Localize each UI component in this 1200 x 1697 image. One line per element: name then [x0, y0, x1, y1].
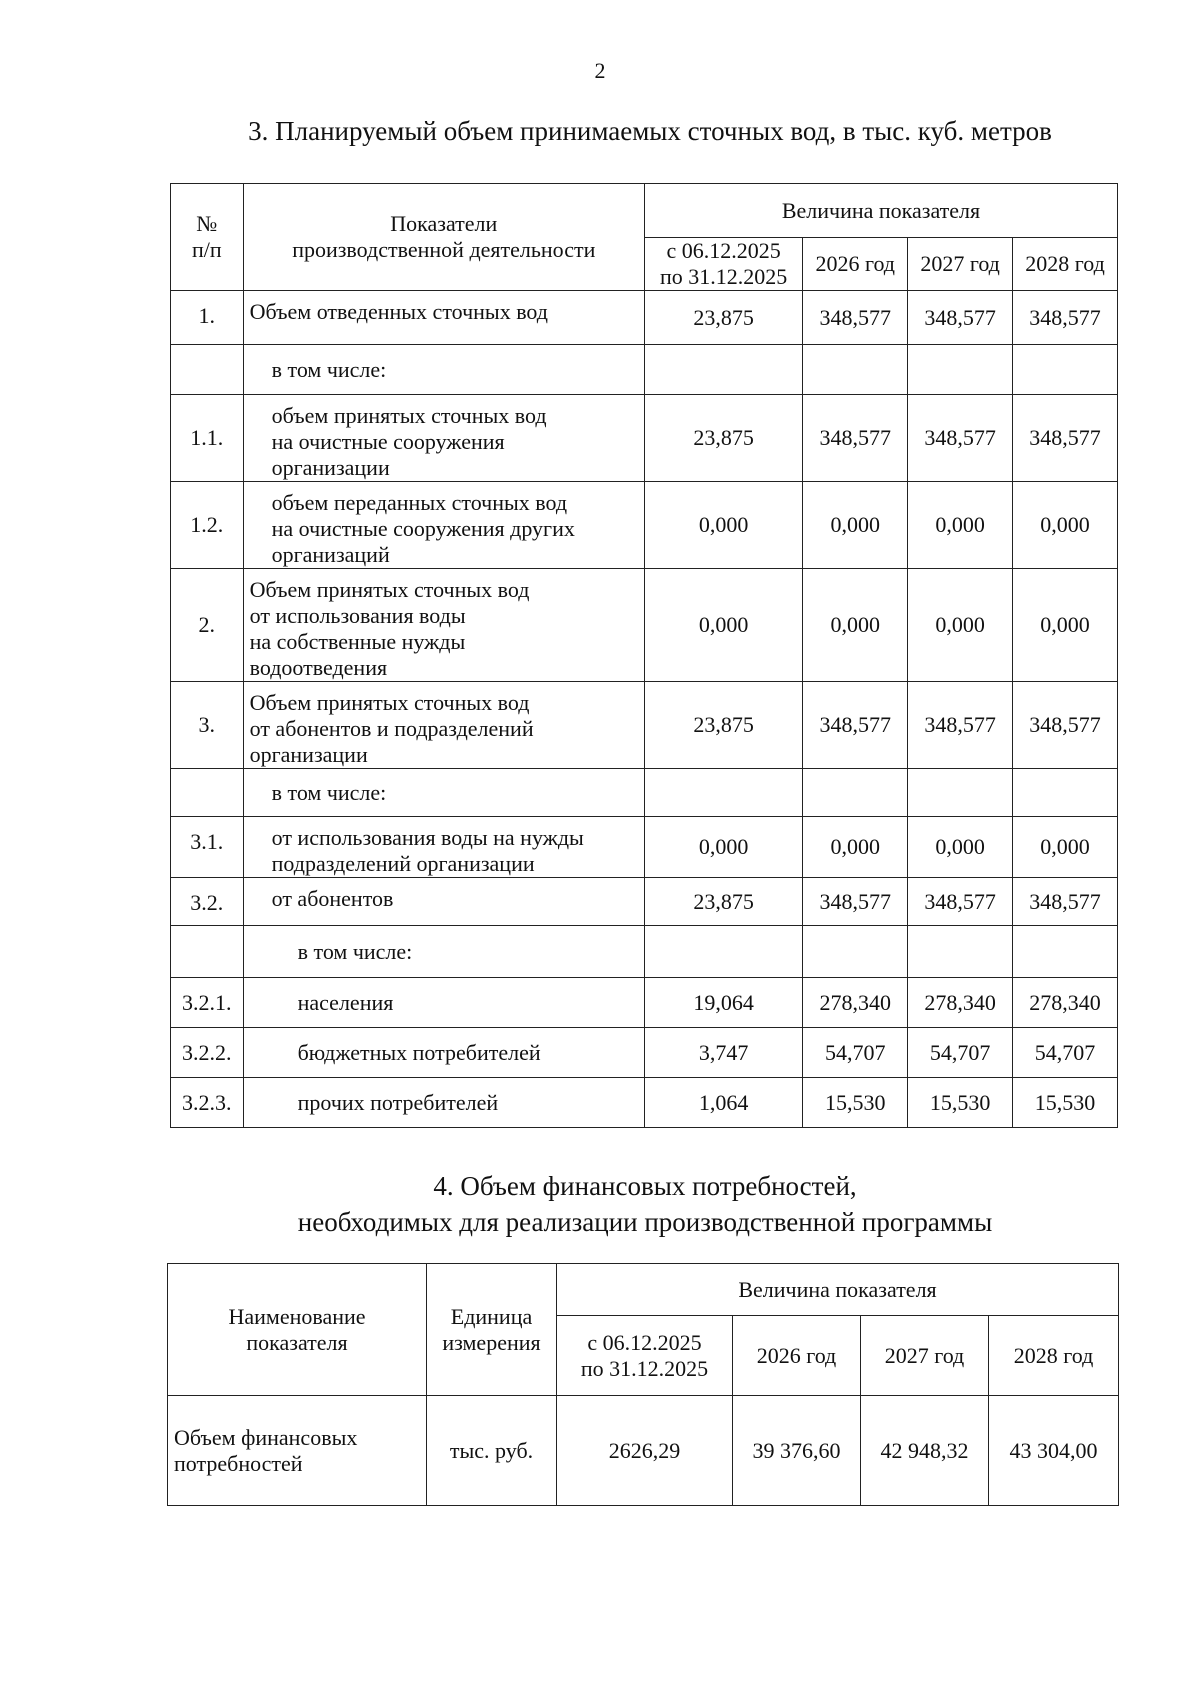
row-label: объем принятых сточных вод на очистные сооружения организации	[243, 395, 644, 482]
row-number: 3.2.1.	[171, 978, 244, 1028]
row-value-4: 0,000	[1013, 569, 1118, 682]
col-header-period-4: 2028 год	[1013, 238, 1118, 291]
row-value-2: 0,000	[803, 482, 908, 569]
table-row	[171, 978, 1118, 1028]
row-number	[171, 926, 244, 978]
table-row	[171, 1028, 1118, 1078]
col-header-num: № п/п	[171, 184, 244, 291]
row-value-4: 278,340	[1013, 978, 1118, 1028]
fin-table-row	[168, 1396, 1119, 1506]
col-header-period-2: 2026 год	[803, 238, 908, 291]
row-number: 1.	[171, 291, 244, 345]
row-value-4: 348,577	[1013, 682, 1118, 769]
row-value-4: 348,577	[1013, 395, 1118, 482]
col-header-indicator: Показатели производственной деятельности	[243, 184, 644, 291]
row-value-3: 278,340	[908, 978, 1013, 1028]
table-row	[171, 878, 1118, 926]
row-value-2: 348,577	[803, 878, 908, 926]
row-value-1: 23,875	[644, 395, 802, 482]
table-row	[171, 482, 1118, 569]
fin-row-value-1: 2626,29	[557, 1396, 733, 1506]
row-value-1: 0,000	[644, 817, 802, 878]
row-value-3: 348,577	[908, 878, 1013, 926]
row-value-3: 0,000	[908, 569, 1013, 682]
row-value-4: 15,530	[1013, 1078, 1118, 1128]
row-value-4: 0,000	[1013, 817, 1118, 878]
fin-header-name: Наименование показателя	[168, 1264, 427, 1396]
row-value-1: 23,875	[644, 291, 802, 345]
row-value-1: 0,000	[644, 569, 802, 682]
row-value-3	[908, 345, 1013, 395]
fin-row-name: Объем финансовых потребностей	[168, 1396, 427, 1506]
row-value-2: 348,577	[803, 395, 908, 482]
row-value-2: 15,530	[803, 1078, 908, 1128]
row-value-3: 348,577	[908, 395, 1013, 482]
row-label: Объем отведенных сточных вод	[243, 291, 644, 345]
row-value-2	[803, 769, 908, 817]
row-value-4	[1013, 769, 1118, 817]
row-value-1	[644, 345, 802, 395]
row-value-3	[908, 926, 1013, 978]
table-row	[171, 926, 1118, 978]
row-value-3: 0,000	[908, 817, 1013, 878]
wastewater-volume-table	[170, 183, 1118, 1128]
row-label: в том числе:	[243, 345, 644, 395]
row-value-1: 23,875	[644, 878, 802, 926]
row-value-4	[1013, 926, 1118, 978]
row-value-2: 348,577	[803, 682, 908, 769]
row-label: от абонентов	[243, 878, 644, 926]
row-value-2	[803, 926, 908, 978]
row-label: прочих потребителей	[243, 1078, 644, 1128]
row-number: 2.	[171, 569, 244, 682]
fin-row-value-4: 43 304,00	[989, 1396, 1119, 1506]
section3-title: 3. Планируемый объем принимаемых сточных вод, в тыс. куб. метров	[248, 116, 1052, 146]
table-row	[171, 817, 1118, 878]
table-row	[171, 1078, 1118, 1128]
row-label: в том числе:	[243, 926, 644, 978]
row-label: в том числе:	[243, 769, 644, 817]
row-value-2: 54,707	[803, 1028, 908, 1078]
row-label: бюджетных потребителей	[243, 1028, 644, 1078]
row-value-2: 0,000	[803, 569, 908, 682]
row-value-1: 23,875	[644, 682, 802, 769]
table-row	[171, 395, 1118, 482]
row-value-1	[644, 769, 802, 817]
fin-header-period-2: 2026 год	[733, 1316, 861, 1396]
section4-title: 4. Объем финансовых потребностей, необходимых для реализации производственной программы	[297, 1171, 993, 1237]
row-value-2: 348,577	[803, 291, 908, 345]
row-number: 3.2.2.	[171, 1028, 244, 1078]
row-label: Объем принятых сточных вод от абонентов и подразделений организации	[243, 682, 644, 769]
table-row	[171, 682, 1118, 769]
row-value-4	[1013, 345, 1118, 395]
row-value-2: 0,000	[803, 817, 908, 878]
row-value-3: 348,577	[908, 682, 1013, 769]
col-header-period-1: с 06.12.2025 по 31.12.2025	[644, 238, 802, 291]
financial-needs-table	[167, 1263, 1119, 1506]
row-value-3: 0,000	[908, 482, 1013, 569]
row-number: 1.2.	[171, 482, 244, 569]
row-label: Объем принятых сточных вод от использования воды на собственные нужды водоотведения	[243, 569, 644, 682]
row-value-3	[908, 769, 1013, 817]
row-number: 3.	[171, 682, 244, 769]
table-row	[171, 291, 1118, 345]
row-value-2	[803, 345, 908, 395]
fin-row-value-2: 39 376,60	[733, 1396, 861, 1506]
row-value-3: 15,530	[908, 1078, 1013, 1128]
row-value-4: 0,000	[1013, 482, 1118, 569]
fin-header-value-group: Величина показателя	[557, 1264, 1119, 1316]
fin-header-period-1: с 06.12.2025 по 31.12.2025	[557, 1316, 733, 1396]
table-row	[171, 569, 1118, 682]
row-value-4: 54,707	[1013, 1028, 1118, 1078]
row-label: объем переданных сточных вод на очистные сооружения других организаций	[243, 482, 644, 569]
row-number: 3.2.3.	[171, 1078, 244, 1128]
row-value-2: 278,340	[803, 978, 908, 1028]
row-label: населения	[243, 978, 644, 1028]
fin-row-value-3: 42 948,32	[861, 1396, 989, 1506]
row-value-1: 19,064	[644, 978, 802, 1028]
row-value-1: 0,000	[644, 482, 802, 569]
fin-header-period-4: 2028 год	[989, 1316, 1119, 1396]
page-number: 2	[594, 58, 606, 83]
row-number: 1.1.	[171, 395, 244, 482]
row-number	[171, 769, 244, 817]
row-value-3: 54,707	[908, 1028, 1013, 1078]
row-number: 3.1.	[171, 817, 244, 878]
row-value-1: 3,747	[644, 1028, 802, 1078]
row-value-4: 348,577	[1013, 291, 1118, 345]
fin-row-unit: тыс. руб.	[427, 1396, 557, 1506]
col-header-value-group: Величина показателя	[644, 184, 1117, 238]
col-header-period-3: 2027 год	[908, 238, 1013, 291]
row-label: от использования воды на нужды подразделений организации	[243, 817, 644, 878]
row-value-1	[644, 926, 802, 978]
fin-header-period-3: 2027 год	[861, 1316, 989, 1396]
row-value-4: 348,577	[1013, 878, 1118, 926]
row-number: 3.2.	[171, 878, 244, 926]
row-number	[171, 345, 244, 395]
row-value-1: 1,064	[644, 1078, 802, 1128]
table-row	[171, 769, 1118, 817]
row-value-3: 348,577	[908, 291, 1013, 345]
table-row	[171, 345, 1118, 395]
fin-header-unit: Единица измерения	[427, 1264, 557, 1396]
